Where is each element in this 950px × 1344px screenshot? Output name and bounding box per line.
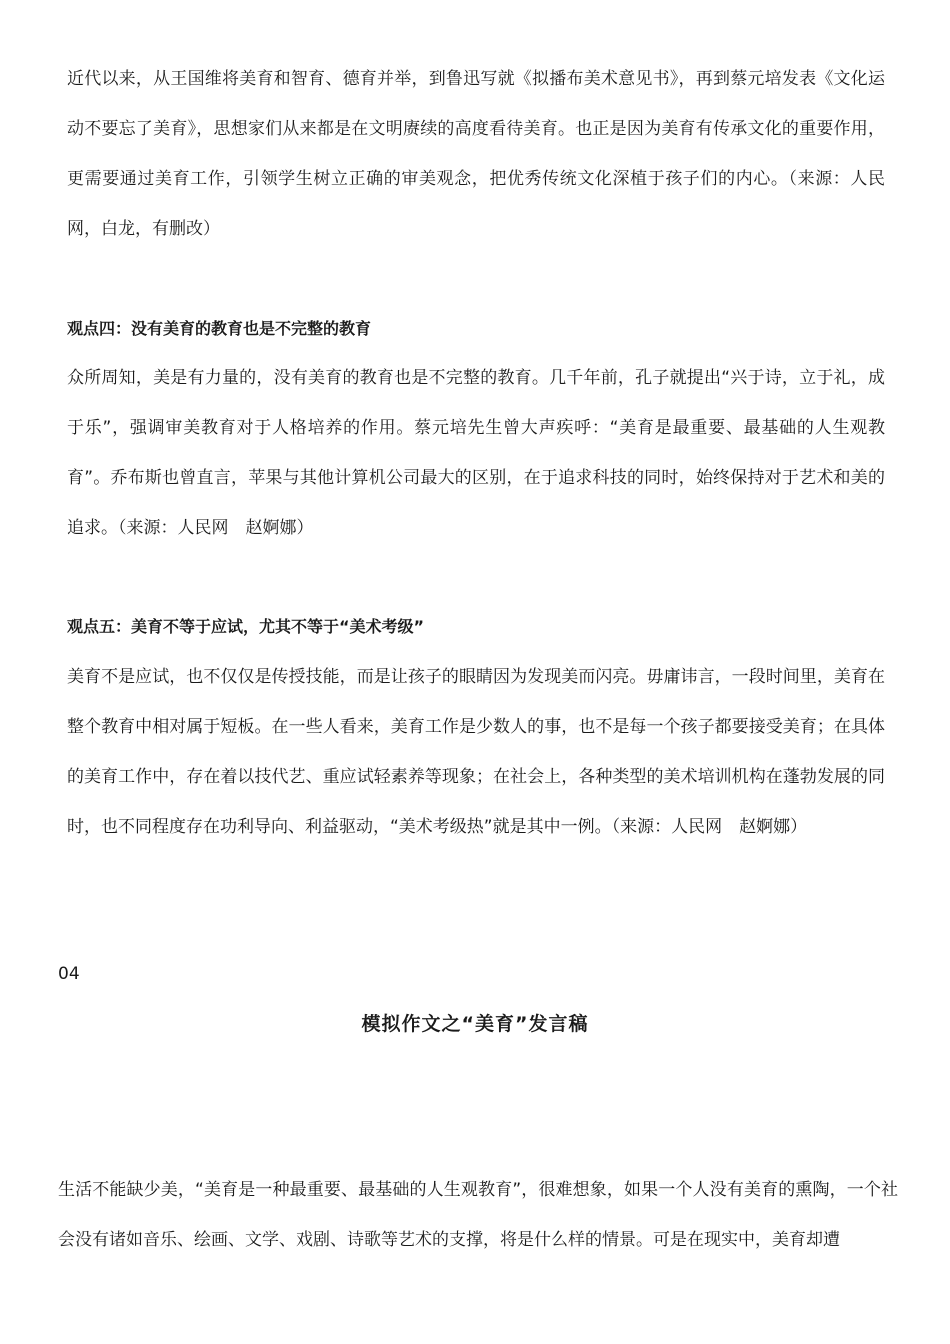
viewpoint-5-heading: 观点五：美育不等于应试，尤其不等于“美术考级” [67, 617, 425, 636]
essay-title: 模拟作文之“美育”发言稿 [361, 1013, 589, 1035]
section-number: 04 [58, 964, 80, 984]
essay-body: 生活不能缺少美，“美育是一种最重要、最基础的人生观教育”，很难想象，如果一个人没有美育的熏陶，一个社会没有诸如音乐、绘画、文学、戏剧、诗歌等艺术的支撑，将是什么样的情景。可是在现实中，美育却遭 [58, 1180, 898, 1250]
paragraph-intro: 近代以来，从王国维将美育和智育、德育并举，到鲁迅写就《拟播布美术意见书》，再到蔡元培发表《文化运动不要忘了美育》，思想家们从来都是在文明赓续的高度看待美育。也正是因为美育有传承文化的重要作用，更需要通过美育工作，引领学生树立正确的审美观念，把优秀传统文化深植于孩子们的内心。（来源：人民网，白龙，有删改） [67, 69, 885, 239]
viewpoint-4-heading: 观点四：没有美育的教育也是不完整的教育 [67, 319, 372, 338]
viewpoint-5-body: 美育不是应试，也不仅仅是传授技能，而是让孩子的眼睛因为发现美而闪亮。毋庸讳言，一段时间里，美育在整个教育中相对属于短板。在一些人看来，美育工作是少数人的事，也不是每一个孩子都要接受美育；在具体的美育工作中，存在着以技代艺、重应试轻素养等现象；在社会上，各种类型的美术培训机构在蓬勃发展的同时，也不同程度存在功利导向、利益驱动，“美术考级热”就是其中一例。（来源：人民网 赵婀娜） [67, 667, 885, 837]
viewpoint-4-body: 众所周知，美是有力量的，没有美育的教育也是不完整的教育。几千年前，孔子就提出“兴于诗，立于礼，成于乐”，强调审美教育对于人格培养的作用。蔡元培先生曾大声疾呼：“美育是最重要、最基础的人生观教育”。乔布斯也曾直言，苹果与其他计算机公司最大的区别，在于追求科技的同时，始终保持对于艺术和美的追求。（来源：人民网 赵婀娜） [67, 368, 885, 538]
